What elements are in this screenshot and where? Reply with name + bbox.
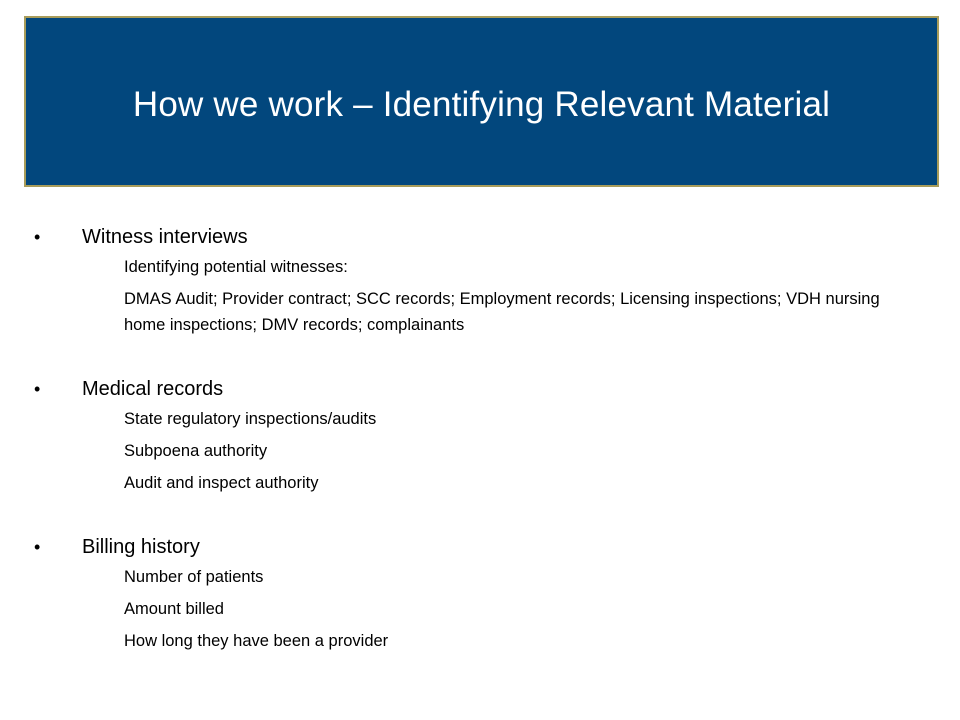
title-banner: [24, 16, 939, 187]
bullet: [34, 374, 914, 404]
bullet: [34, 222, 914, 252]
bullet-dot-icon: •: [34, 379, 41, 399]
section-heading: Billing history: [82, 536, 200, 558]
sub-list: [34, 564, 914, 654]
bullet-dot-icon: •: [34, 537, 41, 557]
slide-content: [34, 222, 914, 690]
bullet: [34, 532, 914, 562]
sub-list: [34, 254, 914, 338]
sub-item: Amount billed: [124, 600, 224, 618]
sub-item: Identifying potential witnesses:: [124, 258, 348, 276]
section-billing-history: [34, 532, 914, 654]
bullet-dot-icon: •: [34, 227, 41, 247]
sub-item: How long they have been a provider: [124, 632, 389, 650]
sub-list: [34, 406, 914, 496]
section-witness-interviews: [34, 222, 914, 338]
sub-item: Audit and inspect authority: [124, 474, 319, 492]
slide-title: How we work – Identifying Relevant Material: [132, 84, 831, 124]
section-medical-records: [34, 374, 914, 496]
sub-item: State regulatory inspections/audits: [124, 410, 377, 428]
sub-item: Subpoena authority: [124, 442, 268, 460]
sub-item: Number of patients: [124, 568, 264, 586]
section-heading: Medical records: [82, 378, 224, 400]
section-heading: Witness interviews: [82, 226, 248, 248]
sub-item: DMAS Audit; Provider contract; SCC records; Employment records; Licensing inspections; VDH nursing home inspections; DMV records; complainants: [124, 290, 880, 334]
